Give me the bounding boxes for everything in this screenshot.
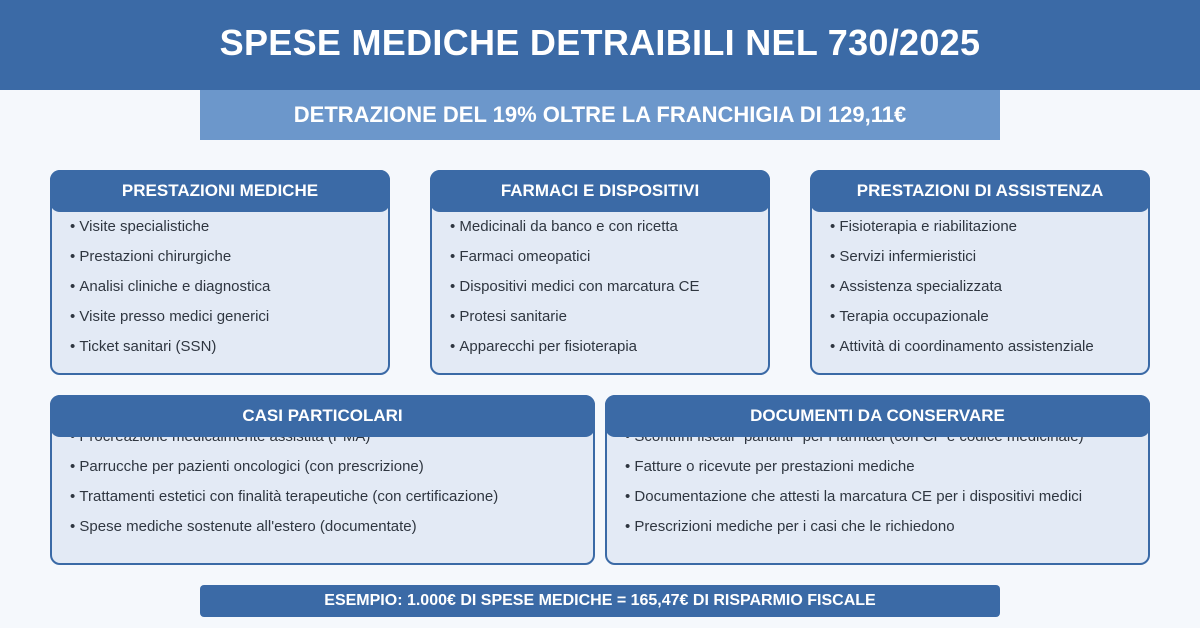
- page-title: SPESE MEDICHE DETRAIBILI NEL 730/2025: [219, 22, 981, 63]
- card-list: [70, 212, 378, 362]
- header-banner: [0, 0, 1200, 90]
- list-item: • Ticket sanitari (SSN): [70, 332, 378, 362]
- card-list: [625, 422, 1138, 542]
- list-item: • Farmaci omeopatici: [450, 242, 758, 272]
- list-item: • Prescrizioni mediche per i casi che le richiedono: [625, 512, 1138, 542]
- card-documenti-conservare: [605, 395, 1150, 565]
- list-item: • Analisi cliniche e diagnostica: [70, 272, 378, 302]
- example-text: ESEMPIO: 1.000€ DI SPESE MEDICHE = 165,47€ DI RISPARMIO FISCALE: [324, 592, 876, 609]
- card-heading: DOCUMENTI DA CONSERVARE: [605, 395, 1150, 437]
- example-banner: [200, 585, 1000, 617]
- list-item: • Medicinali da banco e con ricetta: [450, 212, 758, 242]
- list-item: • Fatture o ricevute per prestazioni mediche: [625, 452, 1138, 482]
- list-item: • Servizi infermieristici: [830, 242, 1138, 272]
- list-item: • Assistenza specializzata: [830, 272, 1138, 302]
- list-item: • Fisioterapia e riabilitazione: [830, 212, 1138, 242]
- list-item: • Apparecchi per fisioterapia: [450, 332, 758, 362]
- deduction-banner: [200, 90, 1000, 140]
- list-item: • Parrucche per pazienti oncologici (con prescrizione): [70, 452, 583, 482]
- list-item: • Visite presso medici generici: [70, 302, 378, 332]
- deduction-text: DETRAZIONE DEL 19% OLTRE LA FRANCHIGIA DI 129,11€: [293, 102, 907, 127]
- card-heading: FARMACI E DISPOSITIVI: [430, 170, 770, 212]
- list-item: • Spese mediche sostenute all'estero (documentate): [70, 512, 583, 542]
- card-heading: PRESTAZIONI DI ASSISTENZA: [810, 170, 1150, 212]
- list-item: • Documentazione che attesti la marcatura CE per i dispositivi medici: [625, 482, 1138, 512]
- list-item: • Dispositivi medici con marcatura CE: [450, 272, 758, 302]
- card-list: [830, 212, 1138, 362]
- list-item: • Terapia occupazionale: [830, 302, 1138, 332]
- card-list: [450, 212, 758, 362]
- list-item: • Visite specialistiche: [70, 212, 378, 242]
- card-list: [70, 422, 583, 542]
- list-item: • Attività di coordinamento assistenziale: [830, 332, 1138, 362]
- card-heading: PRESTAZIONI MEDICHE: [50, 170, 390, 212]
- list-item: • Protesi sanitarie: [450, 302, 758, 332]
- card-prestazioni-assistenza: [810, 170, 1150, 375]
- list-item: • Trattamenti estetici con finalità terapeutiche (con certificazione): [70, 482, 583, 512]
- list-item: • Prestazioni chirurgiche: [70, 242, 378, 272]
- card-farmaci-dispositivi: [430, 170, 770, 375]
- card-casi-particolari: [50, 395, 595, 565]
- card-heading: CASI PARTICOLARI: [50, 395, 595, 437]
- card-prestazioni-mediche: [50, 170, 390, 375]
